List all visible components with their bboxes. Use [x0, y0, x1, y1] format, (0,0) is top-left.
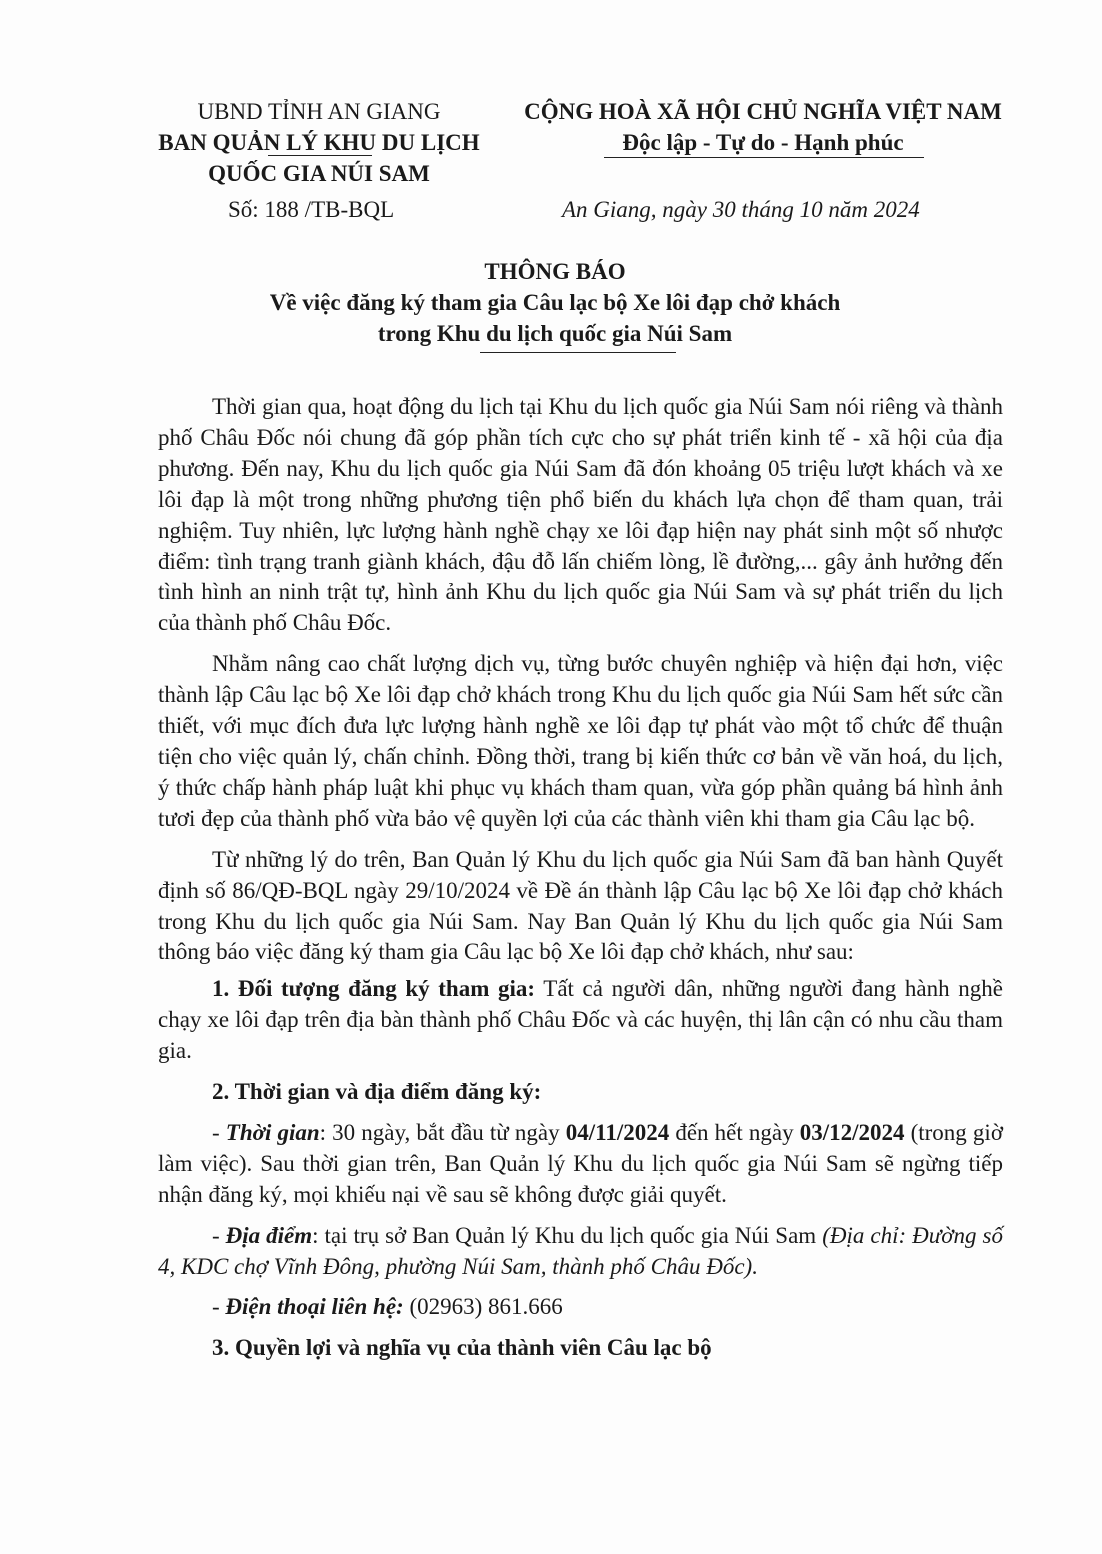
paragraph-3: Từ những lý do trên, Ban Quản lý Khu du lịch quốc gia Núi Sam đã ban hành Quyết định số 86/QĐ-BQL ngày 29/10/2024 về Đề án thành lập Câu lạc bộ Xe lôi đạp chở khách trong Khu du lịch quốc gia Núi Sam. Nay Ban Quản lý Khu du lịch quốc gia Núi Sam thông báo việc đăng ký tham gia Câu lạc bộ Xe lôi đạp chở khách, như sau:: [158, 846, 1003, 965]
contact-phone: - Điện thoại liên hệ: (02963) 861.666: [212, 1294, 563, 1320]
title-line-2: Về việc đăng ký tham gia Câu lạc bộ Xe lôi đạp chở khách: [269, 290, 841, 315]
phone-label: Điện thoại liên hệ:: [225, 1294, 404, 1320]
agency-underline: [268, 155, 372, 156]
country-name: CỘNG HOÀ XÃ HỘI CHỦ NGHĨA VIỆT NAM: [524, 99, 1002, 124]
paragraph-2: Nhằm nâng cao chất lượng dịch vụ, từng bước chuyên nghiệp và hiện đại hơn, việc thành lập Câu lạc bộ Xe lôi đạp chở khách trong Khu du lịch quốc gia Núi Sam hết sức cần thiết, với mục đích đưa lực lượng hành nghề xe lôi đạp tự phát vào một tổ chức để thuận tiện cho việc quản lý, chấn chỉnh. Đồng thời, trang bị kiến thức cơ bản về văn hoá, du lịch, ý thức chấp hành pháp luật khi phục vụ khách tham quan, vừa góp phần quảng bá hình ảnh tươi đẹp của thành phố vừa bảo vệ quyền lợi của các thành viên khi tham gia Câu lạc bộ.: [158, 651, 1003, 831]
place-and-date: An Giang, ngày 30 tháng 10 năm 2024: [562, 197, 920, 222]
registration-place: - Địa điểm: tại trụ sở Ban Quản lý Khu du lịch quốc gia Núi Sam (Địa chỉ: Đường số 4, KDC chợ Vĩnh Đông, phường Núi Sam, thành phố Châu Đốc).: [158, 1222, 1003, 1279]
document-title: [150, 256, 960, 349]
national-motto-block: [498, 96, 1028, 158]
section-2-heading: 2. Thời gian và địa điểm đăng ký:: [212, 1079, 542, 1105]
section-3-heading: 3. Quyền lợi và nghĩa vụ của thành viên Câu lạc bộ: [212, 1335, 712, 1361]
start-date: 04/11/2024: [565, 1119, 670, 1145]
motto: Độc lập - Tự do - Hạnh phúc: [622, 130, 904, 155]
agency-name-line2: QUỐC GIA NÚI SAM: [208, 161, 430, 186]
title-underline: [480, 352, 676, 353]
document-number: Số: 188 /TB-BQL: [228, 197, 395, 222]
place-address: (Địa chỉ: Đường số 4, KDC chợ Vĩnh Đông, phường Núi Sam, thành phố Châu Đốc).: [158, 1222, 1003, 1279]
section-1-heading: 1. Đối tượng đăng ký tham gia:: [212, 976, 536, 1002]
registration-time: - Thời gian: 30 ngày, bắt đầu từ ngày 04/11/2024 đến hết ngày 03/12/2024 (trong giờ làm việc). Sau thời gian trên, Ban Quản lý Khu du lịch quốc gia Núi Sam sẽ ngừng tiếp nhận đăng ký, mọi khiếu nại về sau sẽ không được giải quyết.: [158, 1119, 1003, 1207]
document-body: [158, 392, 1003, 1374]
title-line-3: trong Khu du lịch quốc gia Núi Sam: [377, 321, 733, 346]
place-text: : tại trụ sở Ban Quản lý Khu du lịch quốc gia Núi Sam: [312, 1222, 823, 1248]
place-label: Địa điểm: [225, 1222, 313, 1248]
time-label: Thời gian: [225, 1119, 320, 1145]
end-date: 03/12/2024: [799, 1119, 905, 1145]
phone-value: (02963) 861.666: [403, 1294, 563, 1320]
time-text-2: đến hết ngày: [669, 1119, 800, 1145]
section-1-text: Tất cả người dân, những người đang hành nghề chạy xe lôi đạp trên địa bàn thành phố Châu Đốc và các huyện, thị lân cận có nhu cầu tham gia.: [158, 976, 1003, 1064]
time-text-3: (trong giờ làm việc). Sau thời gian trên, Ban Quản lý Khu du lịch quốc gia Núi Sam sẽ ngừng tiếp nhận đăng ký, mọi khiếu nại về sau sẽ không được giải quyết.: [158, 1119, 1003, 1207]
time-text-1: : 30 ngày, bắt đầu từ ngày: [319, 1119, 566, 1145]
title-line-1: THÔNG BÁO: [484, 259, 626, 284]
parent-agency: UBND TỈNH AN GIANG: [197, 99, 441, 124]
paragraph-1: Thời gian qua, hoạt động du lịch tại Khu du lịch quốc gia Núi Sam nói riêng và thành phố Châu Đốc nói chung đã góp phần tích cực cho sự phát triển kinh tế - xã hội của địa phương. Đến nay, Khu du lịch quốc gia Núi Sam đã đón khoảng 05 triệu lượt khách và xe lôi đạp là một trong những phương tiện phổ biến du khách lựa chọn để tham quan, trải nghiệm. Tuy nhiên, lực lượng hành nghề chạy xe lôi đạp hiện nay phát sinh một số nhược điểm: tình trạng tranh giành khách, đậu đỗ lấn chiếm lòng, lề đường,... gây ảnh hưởng đến tình hình an ninh trật tự, hình ảnh Khu du lịch quốc gia Núi Sam và sự phát triển du lịch của thành phố Châu Đốc.: [158, 394, 1003, 636]
issuing-agency-block: [130, 96, 508, 189]
agency-name-line1: BAN QUẢN LÝ KHU DU LỊCH: [158, 130, 480, 155]
motto-underline: [604, 157, 924, 158]
section-1: [158, 974, 1003, 1067]
